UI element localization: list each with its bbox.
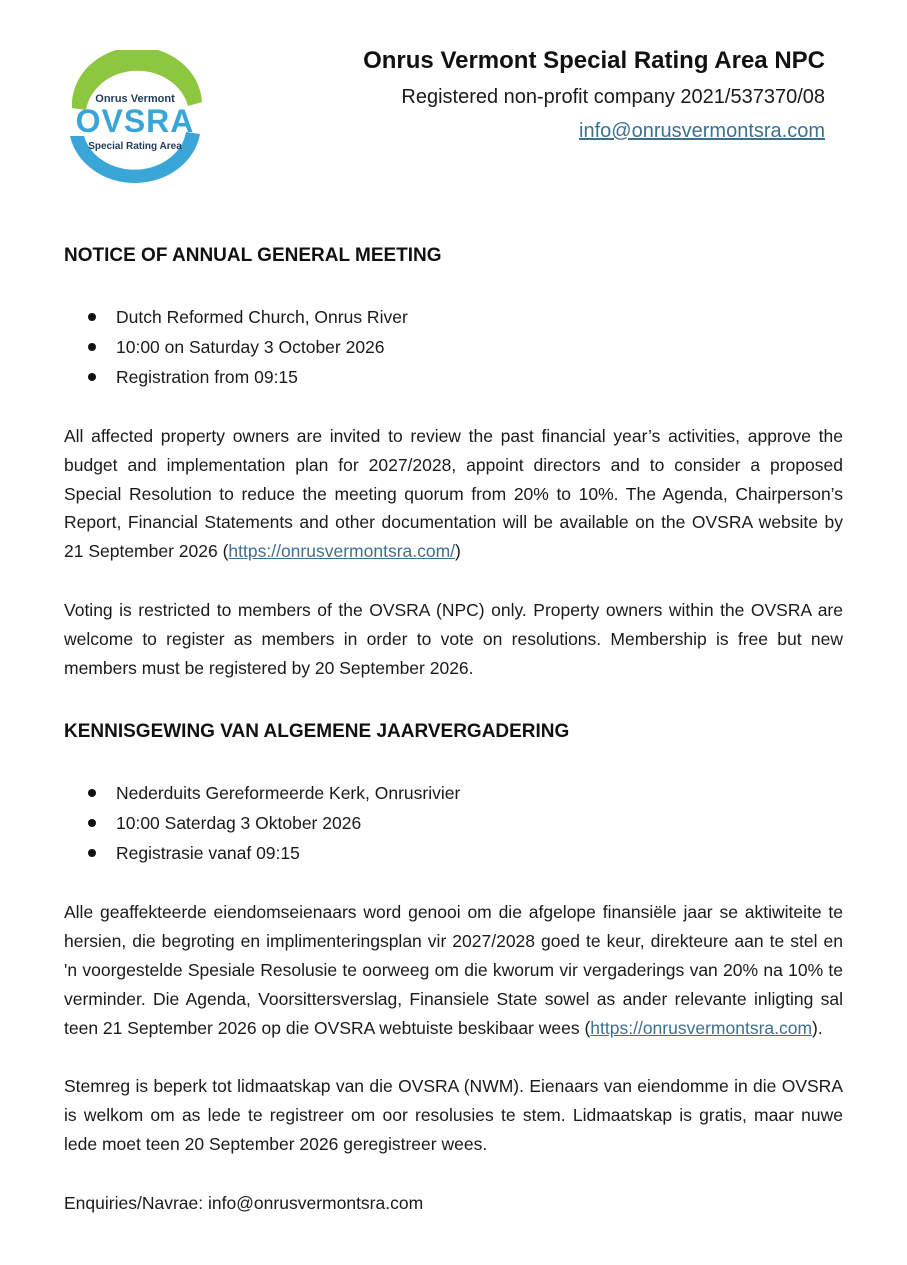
notice-content — [64, 238, 843, 1217]
logo-top-text: Onrus Vermont — [95, 93, 175, 105]
list-item: Nederduits Gereformeerde Kerk, Onrusrivier — [64, 778, 843, 808]
english-paragraph-2: Voting is restricted to members of the OVSRA (NPC) only. Property owners within the OVSRA are welcome to register as members in order to vote on resolutions. Membership is free but new members must be registered by 20 September 2026. — [64, 599, 843, 678]
list-item: 10:00 on Saturday 3 October 2026 — [64, 332, 843, 362]
list-item: Dutch Reformed Church, Onrus River — [64, 302, 843, 332]
org-header — [363, 44, 825, 146]
logo-bottom-text: Special Rating Area — [88, 141, 182, 152]
list-item: 10:00 Saterdag 3 Oktober 2026 — [64, 808, 843, 838]
afrikaans-meeting-details — [64, 778, 843, 868]
registration-number: Registered non-profit company 2021/537370/08 — [401, 86, 825, 108]
webtuiste-link[interactable]: https://onrusvermontsra.com — [590, 1017, 813, 1038]
english-heading: NOTICE OF ANNUAL GENERAL MEETING — [64, 245, 442, 266]
english-paragraph-1 — [64, 422, 843, 566]
afrikaans-paragraph-1 — [64, 898, 843, 1042]
enquiries-line: Enquiries/Navrae: info@onrusvermontsra.com — [64, 1192, 424, 1213]
english-paragraph-1-text: All affected property owners are invited to review the past financial year’s activities, approve the budget and implementation plan for 2027/2028, appoint directors and to consider a proposed Special Resolution to reduce the meeting quorum from 20% to 10%. The Agenda, Chairperson’s Report, Financial Statements and other documentation will be available on the OVSRA website by 21 September 2026 ( — [64, 426, 843, 562]
english-paragraph-1-end: ) — [455, 541, 461, 562]
org-name: Onrus Vermont Special Rating Area NPC — [363, 47, 825, 74]
logo-graphic — [60, 50, 210, 190]
afrikaans-paragraph-1-end: ). — [812, 1017, 823, 1038]
afrikaans-paragraph-1-text: Alle geaffekteerde eiendomseienaars word genooi om die afgelope finansiële jaar se aktiwiteite te hersien, die begroting en implimenteringsplan vir 2027/2028 goed te keur, direkteure aan te stel en 'n voorgestelde Spesiale Resolusie te oorweeg om die kworum vir vergaderings van 20% na 10% te verminder. Die Agenda, Voorsittersverslag, Finansiele State sowel as ander relevante inligting sal teen 21 September 2026 op die OVSRA webtuiste beskibaar wees ( — [64, 902, 843, 1038]
list-item: Registration from 09:15 — [64, 362, 843, 392]
afrikaans-paragraph-2: Stemreg is beperk tot lidmaatskap van die OVSRA (NWM). Eienaars van eiendomme in die OVSRA is welkom om as lede te registreer om oor resolusies te stem. Lidmaatskap is gratis, maar nuwe lede moet teen 20 September 2026 geregistreer wees. — [64, 1076, 843, 1154]
afrikaans-heading: KENNISGEWING VAN ALGEMENE JAARVERGADERING — [64, 721, 570, 743]
ovsra-logo — [60, 50, 210, 190]
website-link[interactable]: https://onrusvermontsra.com/ — [228, 541, 456, 562]
header-email-link[interactable]: info@onrusvermontsra.com — [579, 120, 825, 142]
list-item: Registrasie vanaf 09:15 — [64, 838, 843, 868]
logo-main-text: OVSRA — [75, 103, 195, 139]
english-meeting-details — [64, 302, 843, 392]
